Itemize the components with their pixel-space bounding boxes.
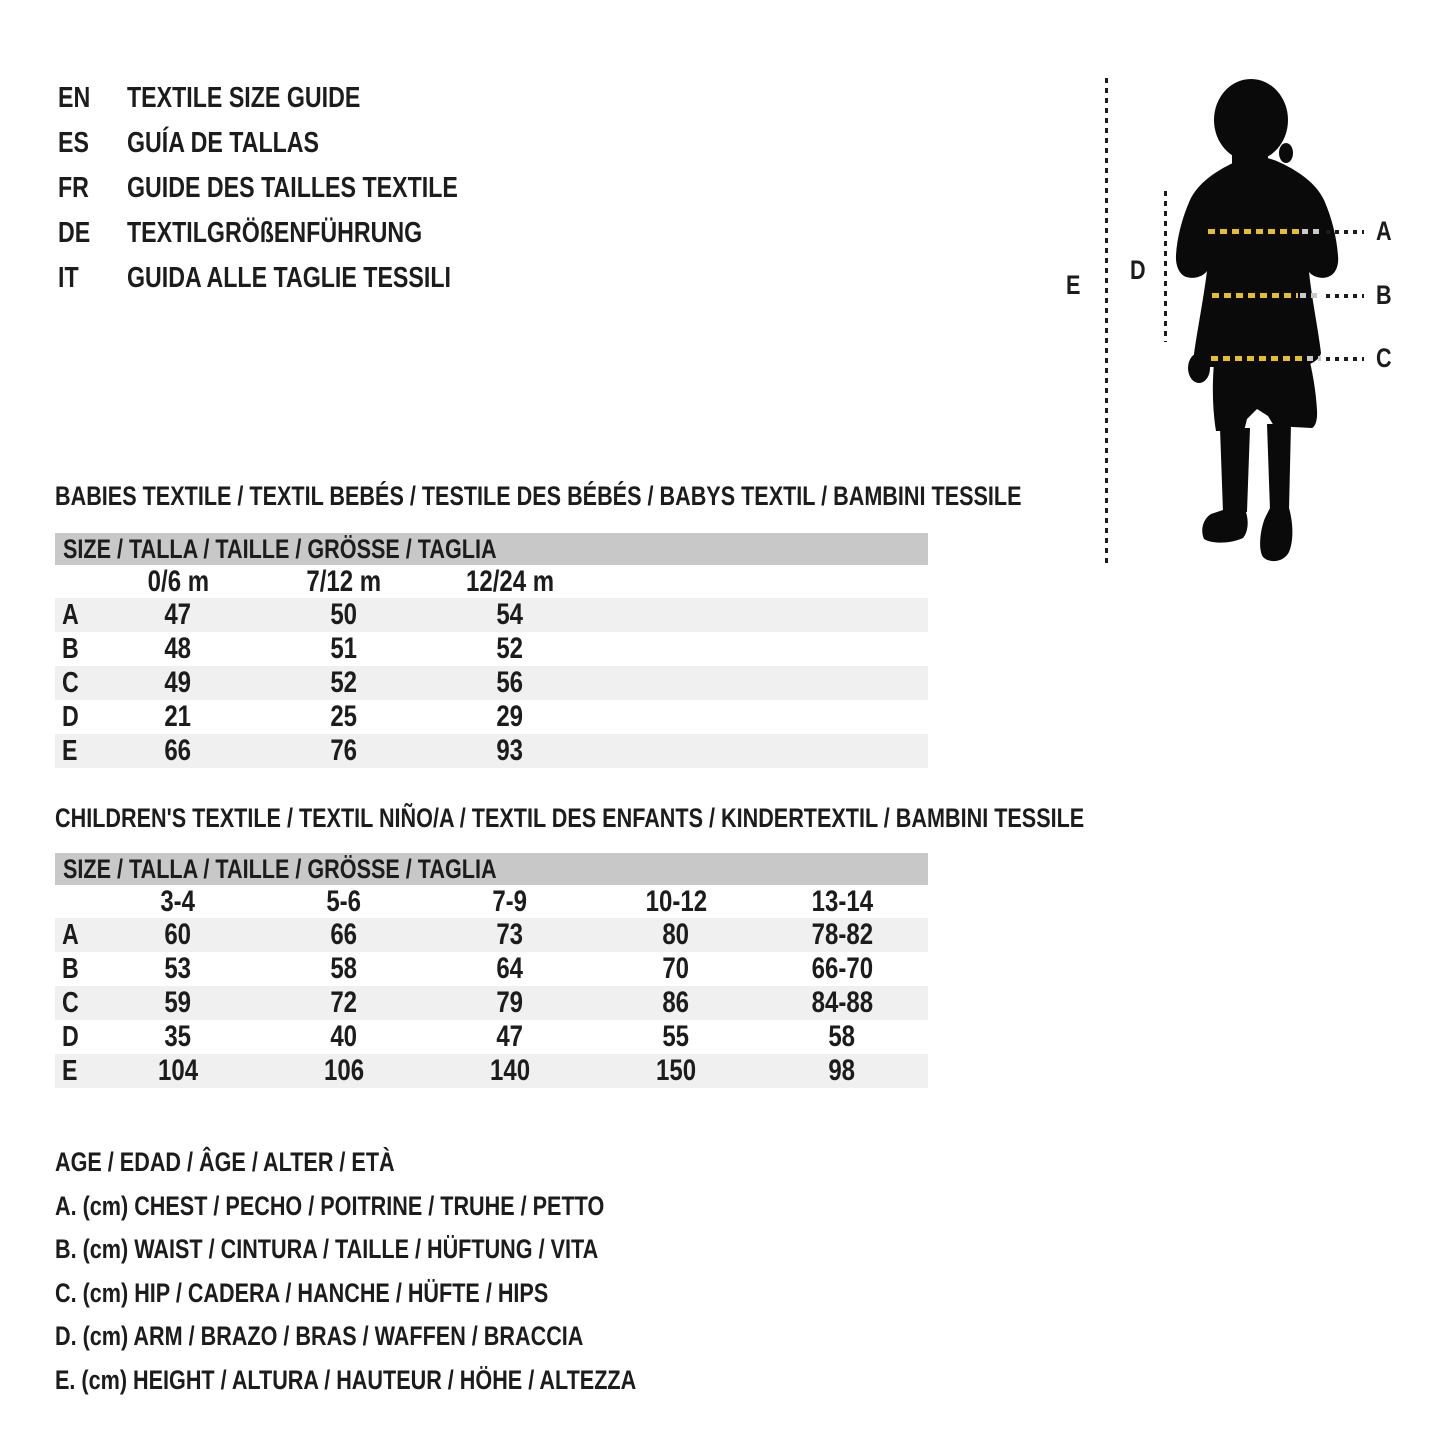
babies-row-label: [55, 666, 95, 700]
children-size-value-text: 59: [164, 986, 192, 1019]
children-size-value-text: 60: [164, 918, 192, 951]
children-row-e: [55, 1054, 928, 1088]
babies-row-c: [55, 666, 928, 700]
children-row-label-text: C: [62, 986, 79, 1019]
legend-line-1: [55, 1185, 781, 1229]
waist-b-yellow-dashes: [1212, 293, 1298, 298]
waist-b-dotted-leader: [1326, 294, 1364, 298]
babies-size-value-text: 76: [330, 734, 358, 767]
babies-row-e: [55, 734, 928, 768]
children-row-label: [55, 986, 95, 1020]
babies-size-value-text: 56: [496, 666, 524, 699]
children-size-value: [759, 918, 925, 952]
babies-size-value: [261, 598, 427, 632]
children-size-value: [95, 1020, 261, 1054]
children-size-value: [427, 986, 593, 1020]
children-size-value-text: 53: [164, 952, 192, 985]
children-size-value: [261, 918, 427, 952]
children-row-label-text: E: [62, 1054, 78, 1087]
children-row-label: [55, 1020, 95, 1054]
children-section-title: [55, 803, 1342, 833]
babies-size-value-text: 25: [330, 700, 358, 733]
children-size-value: [427, 1020, 593, 1054]
language-title: [127, 127, 367, 160]
figure-label-e-text: E: [1066, 270, 1081, 300]
children-size-value: [759, 1020, 925, 1054]
figure-label-b-text: B: [1376, 280, 1392, 310]
figure-label-d-text: D: [1130, 255, 1146, 285]
legend-line-0-text: AGE / EDAD / ÂGE / ALTER / ETÀ: [55, 1147, 395, 1177]
babies-row-label-text: B: [62, 632, 79, 665]
language-row-en: [58, 76, 541, 121]
babies-row-label: [55, 598, 95, 632]
babies-size-value: [261, 700, 427, 734]
babies-column-header: [95, 565, 261, 598]
babies-size-value: [261, 734, 427, 768]
figure-label-a-text: A: [1376, 216, 1392, 246]
language-code: [58, 217, 127, 250]
children-row-label: [55, 918, 95, 952]
children-column-header-text: 3-4: [160, 884, 196, 918]
figure-label-e: [1066, 270, 1084, 301]
children-size-header-bar: [55, 853, 928, 885]
children-row-c: [55, 986, 928, 1020]
children-size-value-text: 104: [157, 1054, 199, 1087]
language-row-it: [58, 256, 541, 301]
figure-label-d: [1130, 255, 1150, 286]
babies-row-label-text: E: [62, 734, 78, 767]
hip-c-dotted-leader: [1326, 357, 1364, 361]
babies-size-value: [95, 700, 261, 734]
waist-b-faded-dashes: [1300, 293, 1320, 298]
babies-size-header-bar: [55, 533, 928, 565]
babies-size-value-text: 21: [164, 700, 192, 733]
legend-line-2: [55, 1228, 781, 1272]
language-code-text: IT: [58, 262, 79, 294]
chest-a-faded-dashes: [1302, 229, 1322, 234]
children-column-header-text: 10-12: [645, 884, 707, 918]
legend-line-5: [55, 1359, 781, 1403]
language-row-es: [58, 121, 541, 166]
babies-size-value: [261, 632, 427, 666]
children-size-value: [427, 1054, 593, 1088]
children-size-value: [759, 986, 925, 1020]
language-row-de: [58, 211, 541, 256]
language-row-fr: [58, 166, 541, 211]
children-size-table: [55, 853, 928, 1088]
children-column-header: [593, 885, 759, 918]
babies-row-label: [55, 734, 95, 768]
children-size-value: [261, 1020, 427, 1054]
children-size-value-text: 64: [496, 952, 524, 985]
babies-column-header-text: 7/12 m: [306, 564, 382, 598]
babies-column-header-text: 0/6 m: [147, 564, 209, 598]
children-row-d: [55, 1020, 928, 1054]
babies-row-b: [55, 632, 928, 666]
children-size-value: [593, 986, 759, 1020]
language-code-text: ES: [58, 127, 89, 159]
children-column-header-row: [55, 885, 928, 918]
legend-line-5-text: E. (cm) HEIGHT / ALTURA / HAUTEUR / HÖHE / ALTEZZA: [55, 1364, 637, 1395]
children-row-label-text: A: [62, 918, 79, 951]
language-title: [127, 172, 541, 205]
babies-size-value-text: 48: [164, 632, 192, 665]
language-title-text: GUIDA ALLE TAGLIE TESSILI: [127, 262, 451, 294]
babies-row-label: [55, 632, 95, 666]
legend-line-4: [55, 1315, 781, 1359]
babies-size-value-text: 54: [496, 598, 524, 631]
babies-size-value-text: 52: [496, 632, 524, 665]
babies-size-value-text: 49: [164, 666, 192, 699]
babies-row-a: [55, 598, 928, 632]
babies-column-header: [261, 565, 427, 598]
language-title-text: TEXTILGRÖßENFÜHRUNG: [127, 217, 423, 249]
children-row-b: [55, 952, 928, 986]
language-code-text: DE: [58, 217, 91, 249]
babies-size-value-text: 93: [496, 734, 524, 767]
children-size-value: [95, 952, 261, 986]
children-size-value: [261, 952, 427, 986]
babies-size-value: [427, 632, 593, 666]
babies-corner-cell: [55, 565, 95, 598]
children-row-label-text: D: [62, 1020, 79, 1053]
measurement-legend: [55, 1141, 781, 1402]
children-size-value: [593, 1020, 759, 1054]
children-size-value: [759, 1054, 925, 1088]
children-size-value-text: 98: [828, 1054, 856, 1087]
language-title: [127, 262, 532, 295]
children-size-value: [95, 918, 261, 952]
children-size-value-text: 66-70: [811, 952, 873, 985]
language-code: [58, 172, 127, 205]
children-size-value: [759, 952, 925, 986]
babies-size-table: [55, 533, 928, 768]
children-size-value: [261, 986, 427, 1020]
children-size-value-text: 79: [496, 986, 524, 1019]
children-size-value-text: 47: [496, 1020, 524, 1053]
chest-a-yellow-dashes: [1208, 229, 1300, 234]
children-column-header-text: 7-9: [492, 884, 528, 918]
children-size-value-text: 35: [164, 1020, 192, 1053]
children-size-value: [261, 1054, 427, 1088]
chest-a-dotted-leader: [1326, 230, 1364, 234]
children-size-value-text: 150: [655, 1054, 697, 1087]
language-title: [127, 82, 419, 115]
babies-size-value: [95, 632, 261, 666]
babies-size-value: [95, 598, 261, 632]
babies-size-value: [427, 700, 593, 734]
babies-size-value-text: 50: [330, 598, 358, 631]
children-size-value-text: 73: [496, 918, 524, 951]
babies-table-body: [55, 598, 928, 768]
babies-size-header-text: SIZE / TALLA / TAILLE / GRÖSSE / TAGLIA: [63, 533, 497, 564]
legend-line-3: [55, 1272, 781, 1316]
legend-line-0: [55, 1141, 781, 1185]
children-row-label-text: B: [62, 952, 79, 985]
babies-column-header-text: 12/24 m: [465, 564, 555, 598]
children-size-value-text: 58: [828, 1020, 856, 1053]
children-size-value: [427, 952, 593, 986]
language-code-text: FR: [58, 172, 89, 204]
children-size-value: [593, 1054, 759, 1088]
children-size-value-text: 55: [662, 1020, 690, 1053]
babies-size-value-text: 47: [164, 598, 192, 631]
babies-size-value: [427, 598, 593, 632]
babies-section-title-text: BABIES TEXTILE / TEXTIL BEBÉS / TESTILE DES BÉBÉS / BABYS TEXTIL / BAMBINI TESSILE: [55, 481, 1022, 511]
babies-size-value-text: 29: [496, 700, 524, 733]
children-section-title-text: CHILDREN'S TEXTILE / TEXTIL NIÑO/A / TEXTIL DES ENFANTS / KINDERTEXTIL / BAMBINI TESSILE: [55, 803, 1085, 833]
babies-size-value: [95, 666, 261, 700]
children-row-a: [55, 918, 928, 952]
language-title-text: GUÍA DE TALLAS: [127, 127, 320, 159]
children-size-value-text: 86: [662, 986, 690, 1019]
language-code: [58, 82, 127, 115]
children-corner-cell: [55, 885, 95, 918]
children-size-value: [593, 918, 759, 952]
babies-row-label-text: D: [62, 700, 79, 733]
children-size-value-text: 40: [330, 1020, 358, 1053]
figure-label-a: [1376, 216, 1396, 247]
language-title: [127, 217, 496, 250]
children-column-header: [759, 885, 925, 918]
children-column-header: [261, 885, 427, 918]
babies-size-value: [427, 666, 593, 700]
babies-row-label-text: A: [62, 598, 79, 631]
children-size-value: [95, 1054, 261, 1088]
legend-line-3-text: C. (cm) HIP / CADERA / HANCHE / HÜFTE / HIPS: [55, 1277, 549, 1308]
legend-line-4-text: D. (cm) ARM / BRAZO / BRAS / WAFFEN / BRACCIA: [55, 1321, 584, 1351]
children-size-header-text: SIZE / TALLA / TAILLE / GRÖSSE / TAGLIA: [63, 853, 497, 884]
children-size-value-text: 70: [662, 952, 690, 985]
children-column-header: [95, 885, 261, 918]
language-code-text: EN: [58, 82, 91, 114]
babies-size-value: [427, 734, 593, 768]
legend-line-1-text: A. (cm) CHEST / PECHO / POITRINE / TRUHE / PETTO: [55, 1190, 605, 1221]
children-size-value-text: 140: [489, 1054, 531, 1087]
children-size-value-text: 66: [330, 918, 358, 951]
babies-size-value-text: 51: [330, 632, 358, 665]
babies-row-label-text: C: [62, 666, 79, 699]
babies-column-header-row: [55, 565, 928, 598]
babies-section-title: [55, 481, 1263, 511]
language-title-list: [58, 76, 541, 301]
children-size-value: [593, 952, 759, 986]
children-row-label: [55, 952, 95, 986]
children-size-value-text: 84-88: [811, 986, 873, 1019]
children-size-value: [95, 986, 261, 1020]
babies-column-header: [427, 565, 593, 598]
babies-row-d: [55, 700, 928, 734]
hip-c-yellow-dashes: [1211, 356, 1305, 361]
children-column-header: [427, 885, 593, 918]
children-table-body: [55, 918, 928, 1088]
children-size-value-text: 106: [323, 1054, 365, 1087]
hip-c-faded-dashes: [1307, 356, 1321, 361]
figure-label-c: [1376, 343, 1396, 374]
children-size-value-text: 58: [330, 952, 358, 985]
children-column-header-text: 5-6: [326, 884, 362, 918]
children-size-value-text: 80: [662, 918, 690, 951]
figure-label-b: [1376, 280, 1396, 311]
language-code: [58, 262, 127, 295]
children-size-value: [427, 918, 593, 952]
children-size-value-text: 72: [330, 986, 358, 1019]
babies-row-label: [55, 700, 95, 734]
language-title-text: GUIDE DES TAILLES TEXTILE: [127, 172, 458, 204]
babies-size-value: [95, 734, 261, 768]
language-title-text: TEXTILE SIZE GUIDE: [127, 82, 361, 114]
babies-size-value-text: 66: [164, 734, 192, 767]
figure-label-c-text: C: [1376, 343, 1392, 373]
babies-size-value: [261, 666, 427, 700]
arm-d-dotted-line: [1164, 191, 1167, 342]
language-code: [58, 127, 127, 160]
children-column-header-text: 13-14: [811, 884, 873, 918]
children-row-label: [55, 1054, 95, 1088]
babies-size-value-text: 52: [330, 666, 358, 699]
children-size-value-text: 78-82: [811, 918, 873, 951]
legend-line-2-text: B. (cm) WAIST / CINTURA / TAILLE / HÜFTUNG / VITA: [55, 1234, 599, 1264]
